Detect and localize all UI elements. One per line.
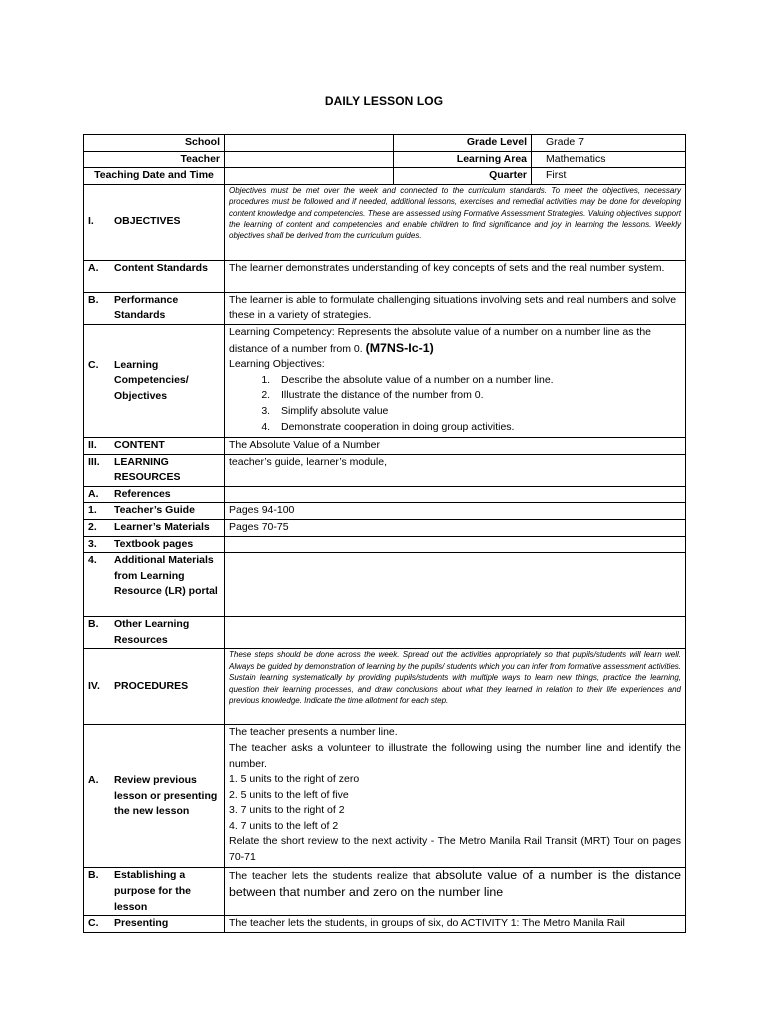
purpose-label <box>84 868 225 916</box>
additional-materials-row <box>84 553 686 617</box>
performance-standards-row <box>84 292 686 324</box>
presenting-row <box>84 916 686 933</box>
content-standards-text: The learner demonstrates understanding of key concepts of sets and the real number system. <box>225 260 686 292</box>
competency-text: Learning Competency: Represents the absolute value of a number on a number line as the distance of a number from 0. <box>229 325 652 355</box>
other-resources-title: Other Learning Resources <box>114 618 190 646</box>
references-title: References <box>114 487 171 500</box>
page-title: DAILY LESSON LOG <box>324 94 444 108</box>
teacher-label: Teacher <box>84 151 225 168</box>
objective-item: 1. Describe the absolute value of a number on a number line. <box>273 373 681 389</box>
performance-standards-title: Performance Standards <box>114 293 179 322</box>
teacher-row <box>84 151 686 168</box>
presenting-text: The teacher lets the students, in groups of six, do ACTIVITY 1: The Metro Manila Rail <box>225 916 686 933</box>
presenting-title: Presenting <box>114 917 169 930</box>
learning-resources-label <box>84 454 225 486</box>
textbook-pages-num: 3. <box>88 537 97 550</box>
additional-materials-num: 4. <box>88 554 97 567</box>
procedures-label <box>84 649 225 725</box>
other-resources-num: B. <box>88 618 99 631</box>
purpose-text-start: The teacher lets the students realize that <box>229 870 431 883</box>
textbook-pages-text <box>225 536 686 553</box>
review-line: Relate the short review to the next activity - The Metro Manila Rail Transit (MRT) Tour on pages 70-71 <box>229 835 681 864</box>
review-label <box>84 725 225 868</box>
performance-standards-num: B. <box>88 293 99 306</box>
date-row <box>84 168 686 185</box>
learners-materials-text: Pages 70-75 <box>225 519 686 536</box>
purpose-text-emphasis: absolute value of a number is the distance between that number and zero on the number line <box>229 868 681 899</box>
references-row <box>84 486 686 503</box>
purpose-row <box>84 868 686 916</box>
presenting-num: C. <box>88 917 99 930</box>
purpose-title: Establishing a purpose for the lesson <box>114 869 192 913</box>
references-text <box>225 486 686 503</box>
objective-item: 3. Simplify absolute value <box>273 404 681 420</box>
review-row <box>84 725 686 868</box>
teachers-guide-title: Teacher’s Guide <box>114 504 195 517</box>
teacher-value <box>225 151 394 168</box>
school-label: School <box>84 135 225 152</box>
content-standards-num: A. <box>88 261 99 274</box>
competencies-label <box>84 324 225 437</box>
procedures-num: IV. <box>88 680 100 693</box>
review-title: Review previous lesson or presenting the new lesson <box>114 773 218 818</box>
review-line: The teacher asks a volunteer to illustrate the following using the number line and identify the number. <box>229 741 681 770</box>
objectives-note: Objectives must be met over the week and connected to the curriculum standards. To meet the objectives, necessary procedures must be followed and if needed, additional lessons, exercises and remedial activities may be done for developing content knowledge and competencies. These are assessed using Formative Assessment Strategies. Valuing objectives support the learning of content and competencies and enable children to find significance and joy in learning the lessons. Weekly objectives shall be derived from the curriculum guides. <box>225 184 686 260</box>
review-line: 2. 5 units to the left of five <box>229 788 349 801</box>
purpose-text <box>225 868 686 916</box>
teachers-guide-label <box>84 503 225 520</box>
review-content <box>225 725 686 868</box>
learners-materials-row <box>84 519 686 536</box>
references-num: A. <box>88 487 99 500</box>
lesson-log-table <box>83 134 686 933</box>
quarter-value: First <box>532 168 686 185</box>
procedures-title: PROCEDURES <box>114 680 189 693</box>
review-line: 4. 7 units to the left of 2 <box>229 819 339 832</box>
content-row <box>84 437 686 454</box>
additional-materials-label <box>84 553 225 617</box>
textbook-pages-label <box>84 536 225 553</box>
content-standards-title: Content Standards <box>114 261 208 274</box>
learning-resources-num: III. <box>88 455 100 468</box>
teaching-date-value <box>225 168 394 185</box>
review-line: The teacher presents a number line. <box>229 726 398 739</box>
competency-code: (M7NS-Ic-1) <box>365 340 434 355</box>
school-row <box>84 135 686 152</box>
procedures-note: These steps should be done across the week. Spread out the activities appropriately so that pupils/students will learn well. Always be guided by demonstration of learning by the pupils/ students which you can infer from formative assessment activities. Sustain learning systematically by providing pupils/students with multiple ways to learn new things, practice the learning, question their learning processes, and draw conclusions about what they learned in relation to their life experiences and previous knowledge. Indicate the time allotment for each step. <box>225 649 686 725</box>
grade-level-value: Grade 7 <box>532 135 686 152</box>
references-label <box>84 486 225 503</box>
teachers-guide-text: Pages 94-100 <box>225 503 686 520</box>
review-num: A. <box>88 773 99 786</box>
content-title: CONTENT <box>114 438 165 451</box>
teaching-date-label: Teaching Date and Time <box>84 168 225 185</box>
performance-standards-text: The learner is able to formulate challenging situations involving sets and real numbers and solve these in a variety of strategies. <box>225 292 686 324</box>
competency-statement <box>229 325 681 357</box>
learning-resources-title: LEARNING RESOURCES <box>114 455 181 484</box>
teachers-guide-row <box>84 503 686 520</box>
competencies-content <box>225 324 686 437</box>
content-standards-row <box>84 260 686 292</box>
objectives-label <box>84 184 225 260</box>
school-value <box>225 135 394 152</box>
learning-resources-text: teacher’s guide, learner’s module, <box>225 454 686 486</box>
learners-materials-num: 2. <box>88 520 97 533</box>
review-line: 1. 5 units to the right of zero <box>229 773 360 786</box>
objectives-row <box>84 184 686 260</box>
other-resources-label <box>84 617 225 649</box>
performance-standards-label <box>84 292 225 324</box>
objectives-title: OBJECTIVES <box>114 215 181 228</box>
additional-materials-title: Additional Materials from Learning Resource (LR) portal <box>114 554 218 598</box>
learning-area-value: Mathematics <box>532 151 686 168</box>
objective-item: 4. Demonstrate cooperation in doing group activities. <box>273 420 681 436</box>
content-standards-label <box>84 260 225 292</box>
teachers-guide-num: 1. <box>88 504 97 517</box>
objective-item: 2. Illustrate the distance of the number from 0. <box>273 388 681 404</box>
review-line: 3. 7 units to the right of 2 <box>229 804 345 817</box>
other-resources-text <box>225 617 686 649</box>
competencies-num: C. <box>88 358 99 371</box>
grade-level-label: Grade Level <box>394 135 532 152</box>
objectives-list <box>229 373 681 435</box>
textbook-pages-row <box>84 536 686 553</box>
objectives-num: I. <box>88 215 94 228</box>
presenting-label <box>84 916 225 933</box>
content-text: The Absolute Value of a Number <box>225 437 686 454</box>
competencies-row <box>84 324 686 437</box>
objectives-heading: Learning Objectives: <box>229 358 325 371</box>
competencies-title: Learning Competencies/ Objectives <box>114 358 189 402</box>
additional-materials-text <box>225 553 686 617</box>
learners-materials-title: Learner’s Materials <box>114 520 210 533</box>
learners-materials-label <box>84 519 225 536</box>
learning-resources-row <box>84 454 686 486</box>
quarter-label: Quarter <box>394 168 532 185</box>
textbook-pages-title: Textbook pages <box>114 537 194 550</box>
other-resources-row <box>84 617 686 649</box>
content-label <box>84 437 225 454</box>
procedures-row <box>84 649 686 725</box>
purpose-num: B. <box>88 869 99 882</box>
content-num: II. <box>88 438 97 451</box>
learning-area-label: Learning Area <box>394 151 532 168</box>
